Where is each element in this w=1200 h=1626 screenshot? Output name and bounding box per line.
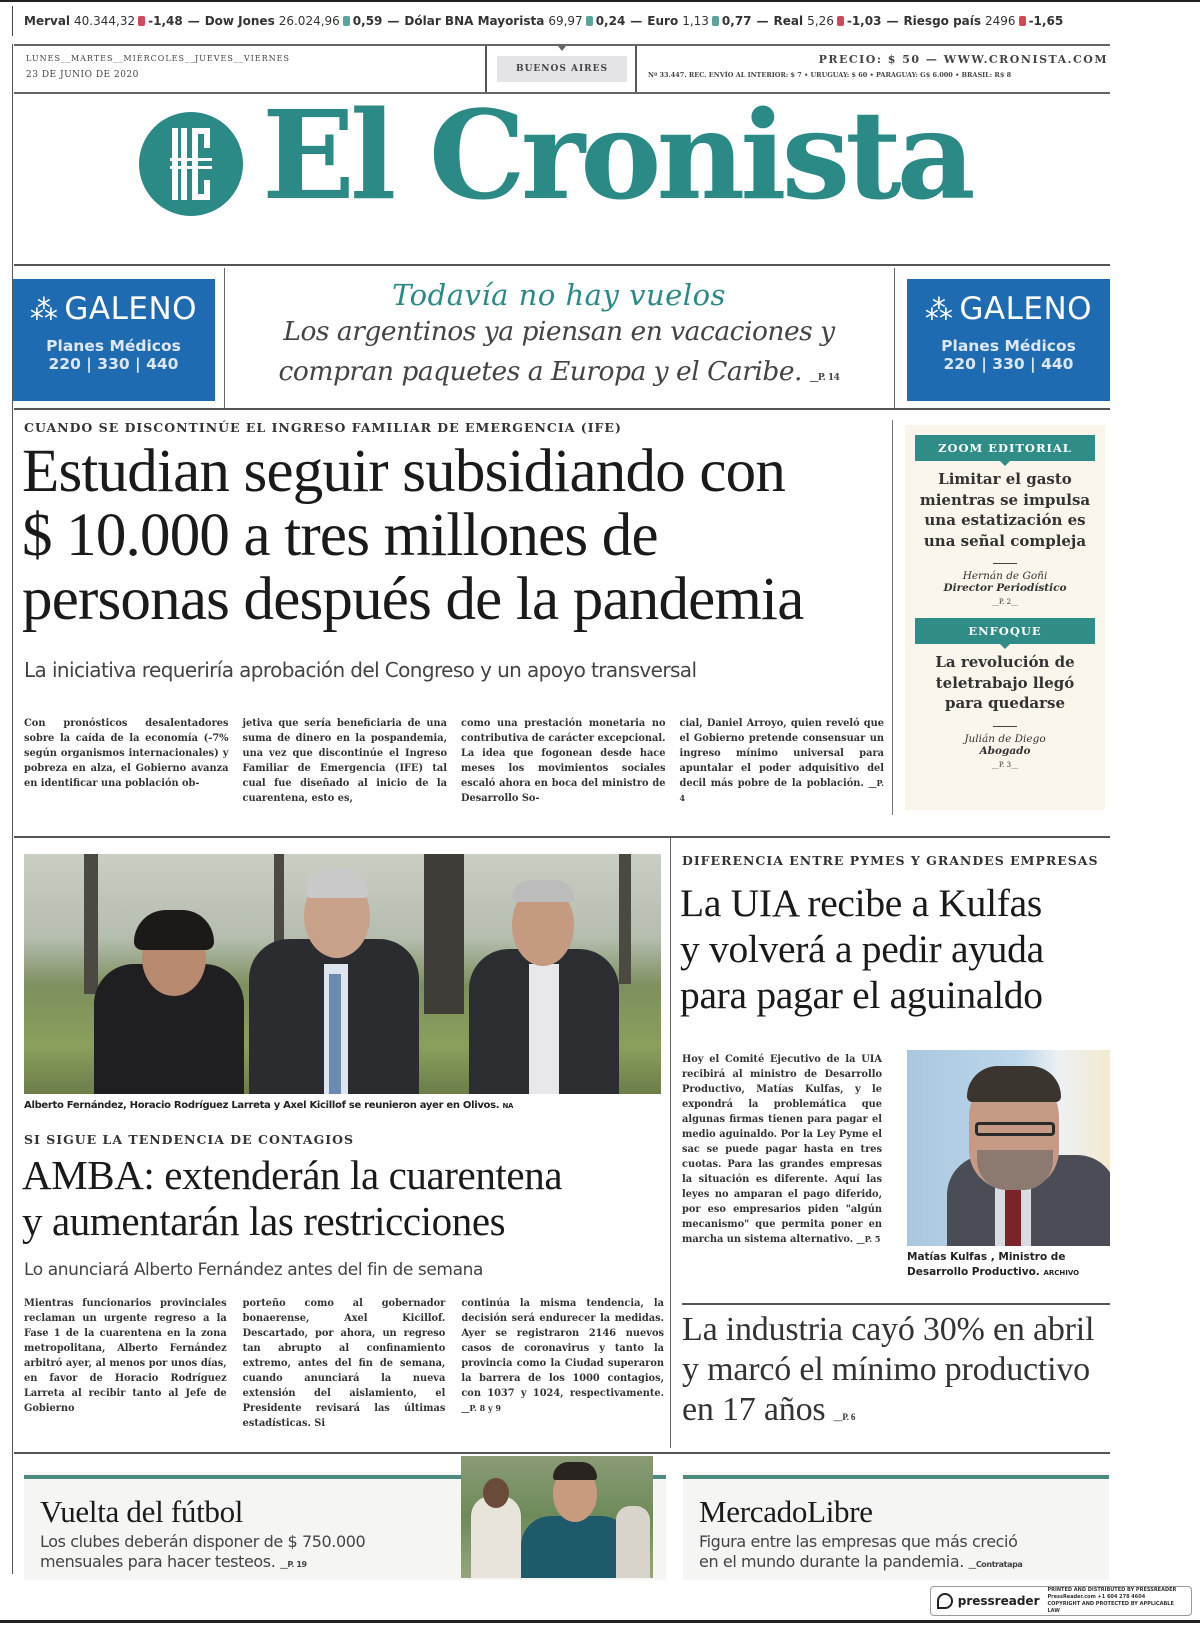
arrow-up-icon <box>712 16 719 26</box>
newspaper-title: El Cronista <box>262 83 971 227</box>
ticker-item-riesgo-pais: Riesgo país 2496 -1,65 <box>903 14 1064 28</box>
photo-football-players <box>461 1456 653 1578</box>
pointer-icon <box>558 46 566 51</box>
price-and-website: PRECIO: $ 50 — WWW.CRONISTA.COM <box>818 53 1108 66</box>
divider <box>892 420 893 815</box>
section-rule <box>14 408 1110 410</box>
edition-info: Nº 33.447. REC. ENVÍO AL INTERIOR: $ 7 • URUGUAY: $ 60 • PARAGUAY: G$ 6.000 • BRASIL: R$ 8 <box>648 71 1012 79</box>
accent-bar <box>683 1475 1109 1479</box>
publication-date: 23 DE JUNIO DE 2020 <box>26 70 139 80</box>
arrow-up-icon <box>586 16 593 26</box>
ad-brand: ⁂ GALENO <box>29 291 198 327</box>
section-rule <box>682 1303 1110 1305</box>
galeno-logo-icon: ⁂ <box>924 292 954 326</box>
divider <box>894 268 895 408</box>
pressreader-logo-icon <box>937 1593 953 1609</box>
uia-story-body: Hoy el Comité Ejecutivo de la UIA recibirá al ministro de Desarrollo Productivo, Matías Kulfas, y le expondrá la problemática que algunas firmas tienen para pagar el medio aguinaldo. Por la Ley Pyme el sac se puede pagar hasta en tres cuotas. Para las grandes empresas la situación es diferente. Aquí las leyes no amparan el pago diferido, por eso empresarios piden "algún mecanismo" que permita poner en marcha un sistema alternativo. __P. 5 <box>682 1054 882 1245</box>
uia-story-headline[interactable]: La UIA recibe a Kulfas y volverá a pedir ayuda para pagar el aguinaldo <box>680 881 1044 1017</box>
ticker-item-merval: Merval 40.344,32 -1,48 <box>24 14 183 28</box>
photo-caption: Alberto Fernández, Horacio Rodríguez Larreta y Axel Kicillof se reunieron ayer en Olivos. NA <box>24 1100 514 1111</box>
edition-city: BUENOS AIRES <box>497 56 627 82</box>
arrow-down-icon <box>837 16 844 26</box>
ticker-item-dolar: Dólar BNA Mayorista 69,97 0,24 <box>404 14 626 28</box>
page-left-border <box>12 44 13 1574</box>
main-story-body: Con pronósticos desalentadores sobre la caída de la economía (-7% según organismos internacionales) y pobreza en alza, el Gobierno avanza en identificar una población ob- jetiva que sería beneficiaria de una suma de dinero en la pospandemia, una vez que discontinúe el Ingreso Familiar de Emergencia (IFE) tal cual fue diseñado al inicio de la cuarentena, esto es, como una prestación monetaria no contributiva de carácter excepcional. La idea que fogonean desde hace meses los movimientos sociales escaló ahora en boca del ministro de Desarrollo So- cial, Daniel Arroyo, quien reveló que el Gobierno pretende consensuar un ingreso mínimo universal para apuntalar el poder adquisitivo del decil más pobre de la población. __P. 4 <box>24 718 884 804</box>
photo-matias-kulfas <box>907 1050 1110 1246</box>
main-story-kicker: CUANDO SE DISCONTINÚE EL INGRESO FAMILIAR DE EMERGENCIA (IFE) <box>24 420 622 435</box>
sidebar-block-enfoque[interactable]: ENFOQUE La revolución de teletrabajo llegó para quedarse Julián de Diego Abogado __P. 3__ <box>905 618 1105 769</box>
divider <box>993 726 1017 727</box>
photo-leaders-olivos <box>24 854 661 1094</box>
photo-caption: Matías Kulfas , Ministro de Desarrollo Productivo. ARCHIVO <box>907 1251 1080 1278</box>
galeno-ad-right[interactable]: ⁂ GALENO Planes Médicos 220 | 330 | 440 <box>907 279 1110 401</box>
section-tag: ZOOM EDITORIAL <box>915 435 1095 461</box>
main-story-headline[interactable]: Estudian seguir subsidiando con $ 10.000 a tres millones de personas después de la pandemia <box>22 438 804 633</box>
ad-brand: ⁂ GALENO <box>924 291 1093 327</box>
top-teaser-travel[interactable]: Todavía no hay vuelos Los argentinos ya piensan en vacaciones y compran paquetes a Europa y el Caribe. __P. 14 <box>278 278 840 387</box>
amba-story-headline[interactable]: AMBA: extenderán la cuarentena y aumentarán las restricciones <box>22 1152 563 1244</box>
sidebar-block-zoom-editorial[interactable]: ZOOM EDITORIAL Limitar el gasto mientras se impulsa una estatización es una señal compleja Hernán de Goñi Director Periodístico __P. 2__ <box>905 435 1105 606</box>
galeno-logo-icon: ⁂ <box>29 292 59 326</box>
ticker-item-real: Real 5,26 -1,03 <box>773 14 882 28</box>
section-rule <box>14 836 1110 838</box>
divider <box>993 563 1017 564</box>
main-story-deck: La iniciativa requeriría aprobación del Congreso y un apoyo transversal <box>24 658 697 682</box>
page-top-border <box>0 0 1200 2</box>
ticker-item-dow-jones: Dow Jones 26.024,96 0,59 <box>204 14 383 28</box>
opinion-sidebar <box>905 425 1105 810</box>
logo-glyph-icon <box>170 128 212 200</box>
ticker-left-bar <box>12 6 13 36</box>
page-bottom-border <box>0 1620 1200 1623</box>
teaser-vuelta-futbol[interactable]: Vuelta del fútbol Los clubes deberán disponer de $ 750.000 mensuales para hacer testeos. __P. 19 <box>24 1472 666 1580</box>
pressreader-info: PRINTED AND DISTRIBUTED BY PRESSREADER PressReader.com +1 604 278 4604 COPYRIGHT AND PROTECTED BY APPLICABLE LAW <box>1047 1587 1177 1614</box>
arrow-down-icon <box>1019 16 1026 26</box>
market-ticker: Merval 40.344,32 -1,48 — Dow Jones 26.024,96 0,59 — Dólar BNA Mayorista 69,97 0,24 — Euro 1,13 0,77 — Real 5,26 -1,03 — Riesgo país 2496 -1,65 <box>24 14 1064 28</box>
arrow-down-icon <box>138 16 145 26</box>
amba-story-kicker: SI SIGUE LA TENDENCIA DE CONTAGIOS <box>24 1132 355 1147</box>
ticker-item-euro: Euro 1,13 0,77 <box>647 14 752 28</box>
arrow-up-icon <box>343 16 350 26</box>
amba-story-deck: Lo anunciará Alberto Fernández antes del fin de semana <box>24 1260 483 1280</box>
section-tag: ENFOQUE <box>915 618 1095 644</box>
industry-story-headline[interactable]: La industria cayó 30% en abril y marcó el mínimo productivo en 17 años __P. 6 <box>682 1311 1095 1428</box>
publication-days: LUNES__MARTES__MIÉRCOLES__JUEVES__VIERNES <box>26 54 290 63</box>
divider <box>670 838 671 1448</box>
teaser-mercadolibre[interactable]: MercadoLibre Figura entre las empresas que más creció en el mundo durante la pandemia. __Contratapa <box>683 1472 1109 1580</box>
section-rule <box>14 1452 1110 1454</box>
uia-story-kicker: DIFERENCIA ENTRE PYMES Y GRANDES EMPRESAS <box>682 853 1099 868</box>
galeno-ad-left[interactable]: ⁂ GALENO Planes Médicos 220 | 330 | 440 <box>12 279 215 401</box>
amba-story-body: Mientras funcionarios provinciales reclaman un urgente regreso a la Fase 1 de la cuarentena en la zona metropolitana, Alberto Fernández arbitró ayer, al menos por unos días, en favor de Horacio Rodríguez Larreta al recibir tanto al Jefe de Gobierno porteño como al gobernador bonaerense, Axel Kicillof. Descartado, por ahora, un regreso tan abrupto al confinamiento extremo, antes del fin de semana, cuando anunciará la nueva extensión del aislamiento, el Presidente revisará las últimas estadísticas. Si continúa la misma tendencia, la decisión será endurecer la medidas. Ayer se registraron 2146 nuevos casos de coronavirus y tanto la provincia como la Ciudad superaron la barrera de los 1000 contagios, con 1037 y 1024, respectivamente. __P. 8 y 9 <box>24 1298 665 1429</box>
pressreader-badge[interactable]: pressreader PRINTED AND DISTRIBUTED BY PRESSREADER PressReader.com +1 604 278 4604 COPYRIGHT AND PROTECTED BY APPLICABLE LAW <box>930 1586 1192 1616</box>
